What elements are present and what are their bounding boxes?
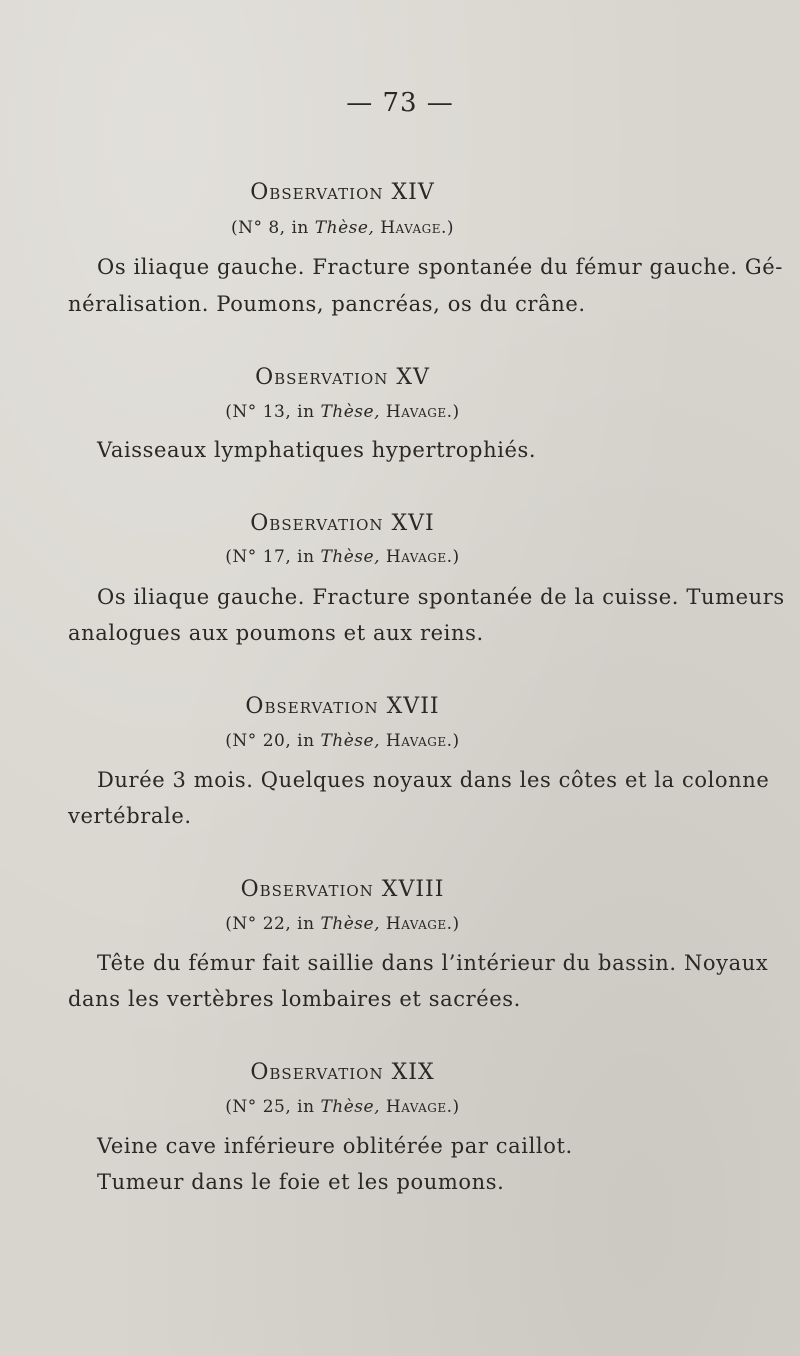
- reference-prefix: (N° 25, in: [225, 1097, 321, 1117]
- observation-reference: [0, 1097, 685, 1117]
- reference-italic: Thèse,: [320, 914, 380, 934]
- observation-title: Observation XVI: [250, 511, 435, 536]
- reference-author: Havage.): [374, 218, 455, 238]
- observation-reference: [0, 914, 685, 934]
- reference-author: Havage.): [379, 914, 460, 934]
- reference-prefix: (N° 22, in: [225, 914, 321, 934]
- reference-prefix: (N° 13, in: [225, 402, 321, 422]
- text-line: Os iliaque gauche. Fracture spontanée de la cuisse. Tumeurs: [97, 585, 785, 609]
- text-line: néralisation. Poumons, pancréas, os du crâne.: [68, 292, 586, 316]
- text-line: Os iliaque gauche. Fracture spontanée du fémur gauche. Gé-: [97, 255, 784, 279]
- observation-title: Observation XVII: [245, 694, 440, 719]
- observation-reference: [0, 547, 685, 567]
- observation-title: Observation XVIII: [240, 877, 445, 902]
- reference-italic: Thèse,: [320, 402, 380, 422]
- text-line: dans les vertèbres lombaires et sacrées.: [68, 987, 521, 1011]
- reference-author: Havage.): [379, 731, 460, 751]
- text-line: analogues aux poumons et aux reins.: [68, 621, 484, 645]
- reference-prefix: (N° 17, in: [225, 547, 321, 567]
- observation-reference: [0, 731, 685, 751]
- text-line: Durée 3 mois. Quelques noyaux dans les côtes et la colonne: [97, 768, 770, 792]
- reference-prefix: (N° 20, in: [225, 731, 321, 751]
- observation-title: Observation XV: [255, 365, 430, 390]
- text-line: Vaisseaux lymphatiques hypertrophiés.: [97, 438, 537, 462]
- reference-italic: Thèse,: [320, 547, 380, 567]
- reference-italic: Thèse,: [320, 1097, 380, 1117]
- page-number: — 73 —: [346, 88, 454, 118]
- reference-author: Havage.): [379, 1097, 460, 1117]
- observation-title: Observation XIX: [250, 1060, 435, 1085]
- text-line: vertébrale.: [68, 804, 192, 828]
- reference-italic: Thèse,: [314, 218, 375, 238]
- observation-title: Observation XIV: [250, 180, 435, 205]
- observation-reference: [0, 402, 685, 422]
- text-line: Tête du fémur fait saillie dans l’intérieur du bassin. Noyaux: [97, 951, 769, 975]
- text-line: Veine cave inférieure oblitérée par caillot.: [97, 1134, 573, 1158]
- reference-author: Havage.): [379, 402, 460, 422]
- reference-prefix: (N° 8, in: [230, 218, 315, 238]
- observation-reference: [0, 218, 685, 238]
- text-line: Tumeur dans le foie et les poumons.: [97, 1170, 505, 1194]
- reference-author: Havage.): [379, 547, 460, 567]
- reference-italic: Thèse,: [320, 731, 380, 751]
